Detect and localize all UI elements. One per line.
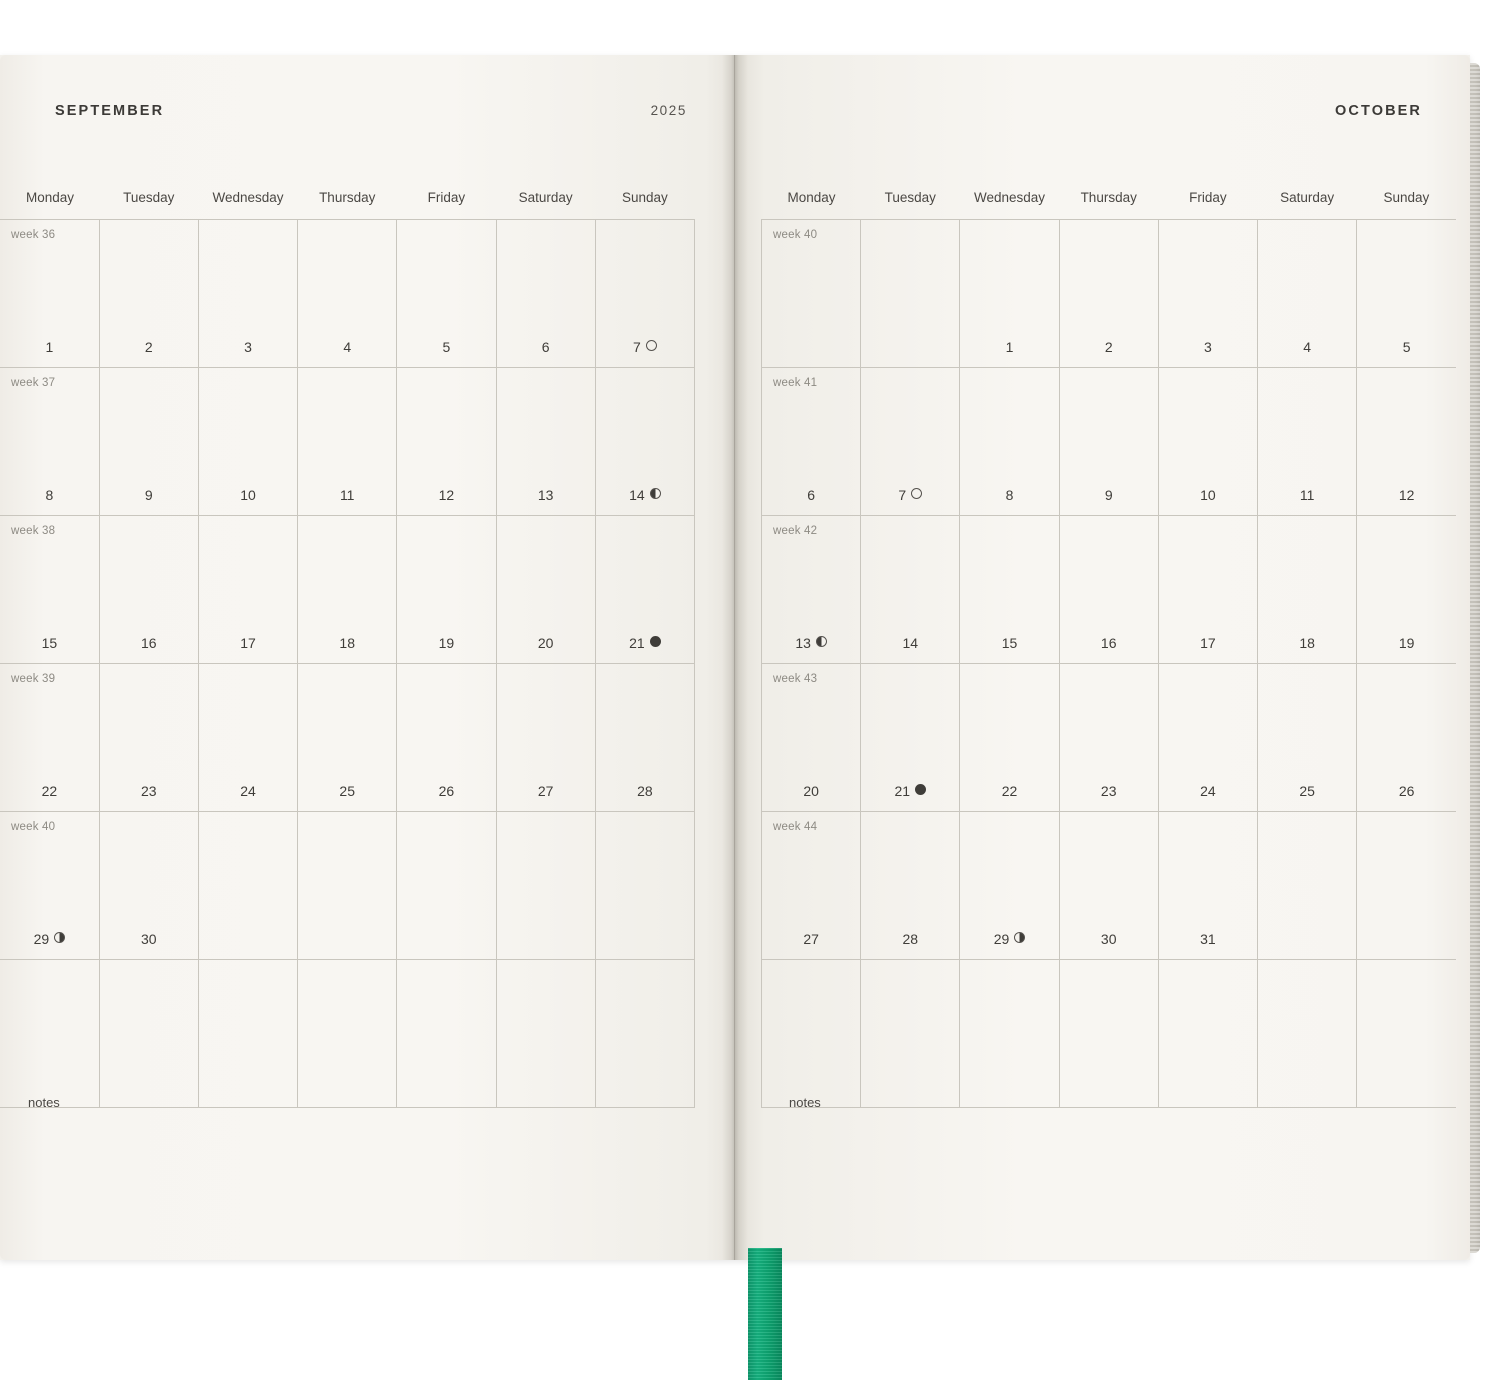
day-number: 9 xyxy=(144,487,153,503)
day-number: 15 xyxy=(41,635,58,651)
week-number-label: week 44 xyxy=(773,821,818,833)
calendar-day-cell[interactable] xyxy=(298,368,397,516)
day-number: 11 xyxy=(1299,487,1315,503)
calendar-day-cell[interactable] xyxy=(1059,664,1158,812)
day-number: 7 xyxy=(596,339,694,355)
calendar-day-cell[interactable] xyxy=(595,664,694,812)
calendar-week-row xyxy=(762,516,1457,664)
day-number: 20 xyxy=(803,783,819,799)
weekday-header-sunday: Sunday xyxy=(1383,190,1430,205)
weekday-header-tuesday: Tuesday xyxy=(123,190,175,205)
left-calendar-body xyxy=(0,220,695,1108)
day-number: 16 xyxy=(141,635,157,651)
calendar-day-cell[interactable] xyxy=(1258,960,1357,1108)
calendar-day-cell[interactable] xyxy=(1357,516,1456,664)
calendar-week-row xyxy=(762,220,1457,368)
calendar-day-cell[interactable] xyxy=(861,368,960,516)
day-number: 26 xyxy=(1398,783,1415,799)
right-calendar-grid xyxy=(761,190,1456,1108)
moon-phase-icon xyxy=(816,636,827,647)
day-number: 23 xyxy=(1100,783,1117,799)
calendar-day-cell[interactable] xyxy=(595,220,694,368)
week-number-label: week 38 xyxy=(11,525,56,537)
calendar-day-cell[interactable] xyxy=(960,220,1059,368)
calendar-day-cell[interactable] xyxy=(762,812,861,960)
moon-phase-icon xyxy=(650,488,661,499)
day-number: 25 xyxy=(339,783,355,799)
day-number: 4 xyxy=(343,339,352,355)
right-month-title: OCTOBER xyxy=(1335,103,1422,119)
day-number: 20 xyxy=(537,635,554,651)
calendar-day-cell[interactable] xyxy=(595,368,694,516)
calendar-day-cell[interactable] xyxy=(0,812,99,960)
calendar-day-cell[interactable] xyxy=(960,812,1059,960)
calendar-day-cell[interactable] xyxy=(496,664,595,812)
calendar-day-cell[interactable] xyxy=(1258,516,1357,664)
calendar-day-cell[interactable] xyxy=(861,664,960,812)
weekday-header-wednesday: Wednesday xyxy=(212,190,284,205)
calendar-day-cell[interactable] xyxy=(496,220,595,368)
day-number: 12 xyxy=(1398,487,1415,503)
weekday-header-thursday: Thursday xyxy=(1080,190,1137,205)
day-number: 18 xyxy=(339,635,355,651)
calendar-week-row xyxy=(762,960,1457,1108)
day-number: 25 xyxy=(1299,783,1315,799)
weekday-header-friday: Friday xyxy=(1189,190,1227,205)
calendar-day-cell[interactable] xyxy=(198,812,297,960)
calendar-day-cell[interactable] xyxy=(960,960,1059,1108)
day-number: 27 xyxy=(803,931,819,947)
calendar-week-row xyxy=(0,960,695,1108)
calendar-day-cell[interactable] xyxy=(397,368,496,516)
calendar-day-cell[interactable] xyxy=(397,812,496,960)
open-notebook xyxy=(0,55,1480,1260)
calendar-day-cell[interactable] xyxy=(1158,368,1257,516)
left-page-september xyxy=(0,55,735,1260)
right-weekday-header-row xyxy=(762,190,1457,220)
calendar-day-cell[interactable] xyxy=(198,220,297,368)
calendar-day-cell[interactable] xyxy=(762,220,861,368)
moon-phase-icon xyxy=(1014,932,1025,943)
calendar-week-row xyxy=(0,812,695,960)
day-number: 17 xyxy=(1200,635,1216,651)
calendar-day-cell[interactable] xyxy=(1357,664,1456,812)
moon-phase-icon xyxy=(646,340,657,351)
calendar-day-cell[interactable] xyxy=(0,368,99,516)
weekday-header-wednesday: Wednesday xyxy=(973,190,1046,205)
week-number-label: week 43 xyxy=(773,673,818,685)
calendar-day-cell[interactable] xyxy=(496,516,595,664)
day-number: 14 xyxy=(596,487,694,503)
day-number: 22 xyxy=(41,783,58,799)
calendar-day-cell[interactable] xyxy=(762,960,861,1108)
calendar-day-cell[interactable] xyxy=(1059,960,1158,1108)
left-notes-label: notes xyxy=(28,1095,60,1110)
moon-phase-icon xyxy=(911,488,922,499)
calendar-day-cell[interactable] xyxy=(1158,516,1257,664)
day-number: 3 xyxy=(244,339,252,355)
day-number: 18 xyxy=(1299,635,1315,651)
day-number: 7 xyxy=(861,487,959,503)
calendar-week-row xyxy=(762,368,1457,516)
calendar-day-cell[interactable] xyxy=(198,664,297,812)
day-number: 16 xyxy=(1100,635,1117,651)
right-calendar-body xyxy=(762,220,1457,1108)
calendar-day-cell[interactable] xyxy=(0,220,99,368)
calendar-day-cell[interactable] xyxy=(861,812,960,960)
calendar-day-cell[interactable] xyxy=(99,812,198,960)
day-number: 19 xyxy=(438,635,455,651)
calendar-week-row xyxy=(0,516,695,664)
calendar-day-cell[interactable] xyxy=(99,664,198,812)
day-number: 15 xyxy=(1001,635,1018,651)
week-number-label: week 36 xyxy=(11,229,56,241)
calendar-day-cell[interactable] xyxy=(99,960,198,1108)
week-number-label: week 37 xyxy=(11,377,56,389)
calendar-day-cell[interactable] xyxy=(1059,368,1158,516)
calendar-day-cell[interactable] xyxy=(298,960,397,1108)
day-number: 6 xyxy=(807,487,815,503)
calendar-day-cell[interactable] xyxy=(99,368,198,516)
day-number: 29 xyxy=(0,931,99,947)
calendar-day-cell[interactable] xyxy=(861,960,960,1108)
calendar-day-cell[interactable] xyxy=(1258,368,1357,516)
day-number: 19 xyxy=(1398,635,1415,651)
calendar-day-cell[interactable] xyxy=(595,960,694,1108)
calendar-week-row xyxy=(0,368,695,516)
calendar-spread xyxy=(0,55,1470,1260)
calendar-day-cell[interactable] xyxy=(99,516,198,664)
day-number: 13 xyxy=(762,635,860,651)
calendar-day-cell[interactable] xyxy=(1258,664,1357,812)
calendar-week-row xyxy=(0,220,695,368)
weekday-header-sunday: Sunday xyxy=(621,190,668,205)
left-weekday-header-row xyxy=(0,190,695,220)
calendar-day-cell[interactable] xyxy=(595,516,694,664)
weekday-header-saturday: Saturday xyxy=(518,190,573,205)
day-number: 27 xyxy=(537,783,554,799)
calendar-day-cell[interactable] xyxy=(960,664,1059,812)
day-number: 1 xyxy=(45,339,54,355)
calendar-day-cell[interactable] xyxy=(1059,516,1158,664)
spread-center-line xyxy=(734,55,735,1260)
calendar-day-cell[interactable] xyxy=(198,516,297,664)
calendar-day-cell[interactable] xyxy=(397,664,496,812)
calendar-day-cell[interactable] xyxy=(397,960,496,1108)
calendar-week-row xyxy=(0,664,695,812)
day-number: 10 xyxy=(240,487,256,503)
day-number: 2 xyxy=(1104,339,1113,355)
calendar-day-cell[interactable] xyxy=(496,960,595,1108)
calendar-day-cell[interactable] xyxy=(1357,960,1456,1108)
week-number-label: week 39 xyxy=(11,673,56,685)
calendar-day-cell[interactable] xyxy=(1158,812,1257,960)
day-number: 3 xyxy=(1204,339,1212,355)
weekday-header-thursday: Thursday xyxy=(319,190,376,205)
calendar-day-cell[interactable] xyxy=(0,516,99,664)
calendar-day-cell[interactable] xyxy=(1059,220,1158,368)
calendar-day-cell[interactable] xyxy=(496,368,595,516)
day-number: 21 xyxy=(596,635,694,651)
day-number: 5 xyxy=(1402,339,1411,355)
calendar-day-cell[interactable] xyxy=(861,516,960,664)
day-number: 12 xyxy=(438,487,455,503)
week-number-label: week 40 xyxy=(773,229,818,241)
day-number: 21 xyxy=(861,783,959,799)
day-number: 10 xyxy=(1200,487,1216,503)
calendar-day-cell[interactable] xyxy=(762,664,861,812)
weekday-header-friday: Friday xyxy=(427,190,466,205)
day-number: 24 xyxy=(240,783,256,799)
calendar-day-cell[interactable] xyxy=(762,368,861,516)
day-number: 8 xyxy=(1005,487,1014,503)
day-number: 28 xyxy=(637,783,653,799)
calendar-day-cell[interactable] xyxy=(1357,368,1456,516)
year-label: 2025 xyxy=(650,103,687,118)
calendar-day-cell[interactable] xyxy=(298,220,397,368)
day-number: 8 xyxy=(45,487,54,503)
calendar-day-cell[interactable] xyxy=(1158,220,1257,368)
calendar-day-cell[interactable] xyxy=(1258,812,1357,960)
left-page-header xyxy=(0,103,735,127)
calendar-day-cell[interactable] xyxy=(1258,220,1357,368)
day-number: 30 xyxy=(1100,931,1117,947)
day-number: 5 xyxy=(442,339,451,355)
calendar-day-cell[interactable] xyxy=(0,960,99,1108)
day-number: 24 xyxy=(1200,783,1216,799)
calendar-day-cell[interactable] xyxy=(1059,812,1158,960)
calendar-day-cell[interactable] xyxy=(397,220,496,368)
calendar-day-cell[interactable] xyxy=(1357,220,1456,368)
calendar-day-cell[interactable] xyxy=(198,368,297,516)
calendar-day-cell[interactable] xyxy=(198,960,297,1108)
calendar-day-cell[interactable] xyxy=(595,812,694,960)
day-number: 26 xyxy=(438,783,455,799)
right-page-october xyxy=(735,55,1470,1260)
day-number: 17 xyxy=(240,635,256,651)
week-number-label: week 41 xyxy=(773,377,818,389)
calendar-day-cell[interactable] xyxy=(1357,812,1456,960)
moon-phase-icon xyxy=(54,932,65,943)
calendar-day-cell[interactable] xyxy=(496,812,595,960)
calendar-week-row xyxy=(762,812,1457,960)
left-calendar-grid xyxy=(0,190,695,1108)
calendar-week-row xyxy=(762,664,1457,812)
day-number: 4 xyxy=(1303,339,1312,355)
moon-phase-icon xyxy=(915,784,926,795)
calendar-day-cell[interactable] xyxy=(99,220,198,368)
calendar-day-cell[interactable] xyxy=(1158,664,1257,812)
right-page-header xyxy=(735,103,1470,127)
moon-phase-icon xyxy=(650,636,661,647)
calendar-day-cell[interactable] xyxy=(298,812,397,960)
weekday-header-saturday: Saturday xyxy=(1280,190,1335,205)
day-number: 2 xyxy=(144,339,153,355)
weekday-header-monday: Monday xyxy=(787,190,836,205)
week-number-label: week 40 xyxy=(11,821,56,833)
day-number: 1 xyxy=(1005,339,1014,355)
calendar-day-cell[interactable] xyxy=(762,516,861,664)
weekday-header-tuesday: Tuesday xyxy=(884,190,936,205)
day-number: 9 xyxy=(1104,487,1113,503)
day-number: 13 xyxy=(537,487,554,503)
day-number: 11 xyxy=(339,487,355,503)
weekday-header-monday: Monday xyxy=(26,190,75,205)
day-number: 31 xyxy=(1200,931,1216,947)
day-number: 22 xyxy=(1001,783,1018,799)
day-number: 30 xyxy=(141,931,157,947)
calendar-day-cell[interactable] xyxy=(960,516,1059,664)
calendar-day-cell[interactable] xyxy=(861,220,960,368)
calendar-day-cell[interactable] xyxy=(1158,960,1257,1108)
right-notes-label: notes xyxy=(789,1095,821,1110)
day-number: 14 xyxy=(902,635,919,651)
calendar-day-cell[interactable] xyxy=(0,664,99,812)
calendar-day-cell[interactable] xyxy=(298,516,397,664)
calendar-day-cell[interactable] xyxy=(397,516,496,664)
day-number: 28 xyxy=(902,931,919,947)
left-month-title: SEPTEMBER xyxy=(55,103,165,119)
calendar-day-cell[interactable] xyxy=(960,368,1059,516)
day-number: 6 xyxy=(541,339,550,355)
calendar-day-cell[interactable] xyxy=(298,664,397,812)
week-number-label: week 42 xyxy=(773,525,818,537)
bookmark-ribbon xyxy=(748,1248,782,1380)
day-number: 23 xyxy=(141,783,157,799)
day-number: 29 xyxy=(960,931,1058,947)
